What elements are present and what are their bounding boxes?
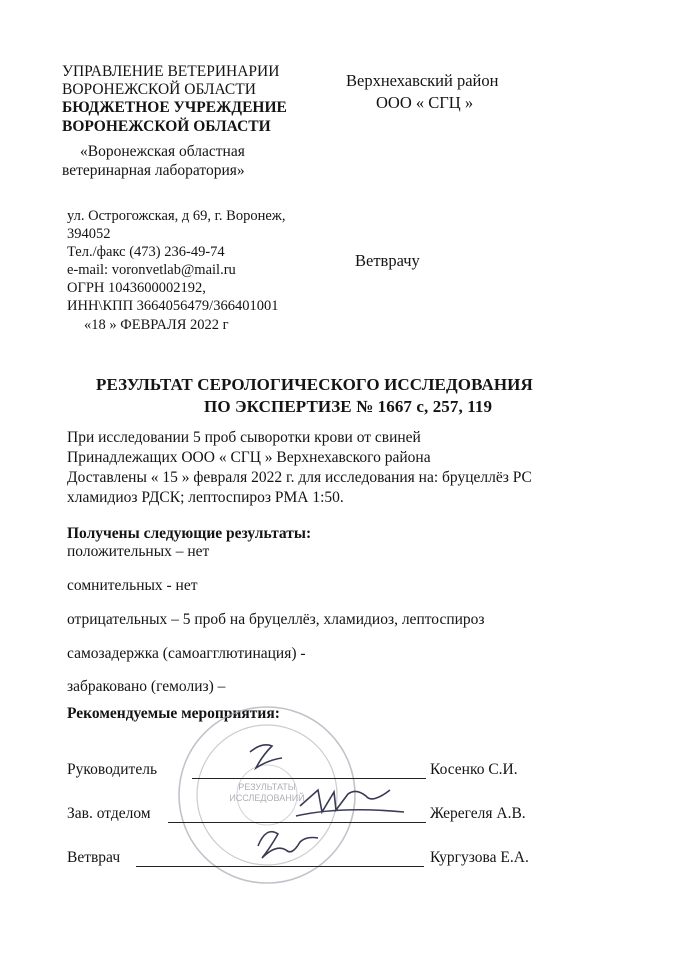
document-date: «18 » ФЕВРАЛЯ 2022 г	[84, 317, 229, 333]
header-org-line1: УПРАВЛЕНИЕ ВЕТЕРИНАРИИ	[62, 63, 280, 80]
result-positive: положительных – нет	[67, 543, 210, 560]
recipient-title: Ветврачу	[355, 251, 420, 270]
recipient-district: Верхнехавский район	[346, 71, 499, 90]
intro-line1: При исследовании 5 проб сыворотки крови от свиней	[67, 429, 421, 446]
intro-line3: Доставлены « 15 » февраля 2022 г. для исследования на: бруцеллёз РС	[67, 469, 532, 486]
signature-role-department: Зав. отделом	[67, 805, 151, 822]
result-rejected: забраковано (гемолиз) –	[67, 678, 226, 695]
result-doubtful: сомнительных - нет	[67, 577, 198, 594]
contact-phone: Тел./факс (473) 236-49-74	[67, 244, 225, 260]
signature-line-head	[192, 778, 426, 779]
contact-inn: ИНН\КПП 3664056479/366401001	[67, 298, 279, 314]
signature-line-vet	[136, 866, 424, 867]
recipient-company: ООО « СГЦ »	[376, 93, 474, 112]
document-title-line1: РЕЗУЛЬТАТ СЕРОЛОГИЧЕСКОГО ИССЛЕДОВАНИЯ	[96, 375, 533, 394]
round-stamp	[172, 700, 362, 890]
stamp-text-line2: ИССЛЕДОВАНИЙ	[229, 793, 305, 803]
intro-line2: Принадлежащих ООО « СГЦ » Верхнехавского района	[67, 449, 431, 466]
contact-email: e-mail: voronvetlab@mail.ru	[67, 262, 236, 278]
signature-name-head: Косенко С.И.	[430, 761, 518, 778]
header-org-line3: БЮДЖЕТНОЕ УЧРЕЖДЕНИЕ	[62, 99, 287, 116]
result-self-agglutination: самозадержка (самоагглютинация) -	[67, 645, 306, 662]
signature-line-department	[168, 822, 426, 823]
signature-role-vet: Ветврач	[67, 849, 121, 866]
contact-postcode: 394052	[67, 226, 111, 242]
results-heading: Получены следующие результаты:	[67, 525, 312, 542]
header-org-line4: ВОРОНЕЖСКОЙ ОБЛАСТИ	[62, 118, 271, 135]
signature-name-department: Жерегеля А.В.	[430, 805, 526, 822]
header-org-line2: ВОРОНЕЖСКОЙ ОБЛАСТИ	[62, 81, 256, 98]
header-org-line5: «Воронежская областная	[80, 143, 245, 160]
contact-ogrn: ОГРН 1043600002192,	[67, 280, 206, 296]
contact-address: ул. Острогожская, д 69, г. Воронеж,	[67, 208, 286, 224]
header-org-line6: ветеринарная лаборатория»	[62, 162, 245, 179]
result-negative: отрицательных – 5 проб на бруцеллёз, хламидиоз, лептоспироз	[67, 611, 485, 628]
signature-role-head: Руководитель	[67, 761, 158, 778]
recommended-heading: Рекомендуемые мероприятия:	[67, 705, 280, 722]
stamp-text-line1: РЕЗУЛЬТАТЫ	[238, 782, 296, 792]
signature-name-vet: Кургузова Е.А.	[430, 849, 529, 866]
document-title-line2: ПО ЭКСПЕРТИЗЕ № 1667 с, 257, 119	[204, 397, 493, 416]
intro-line4: хламидиоз РДСК; лептоспироз РМА 1:50.	[67, 489, 344, 506]
